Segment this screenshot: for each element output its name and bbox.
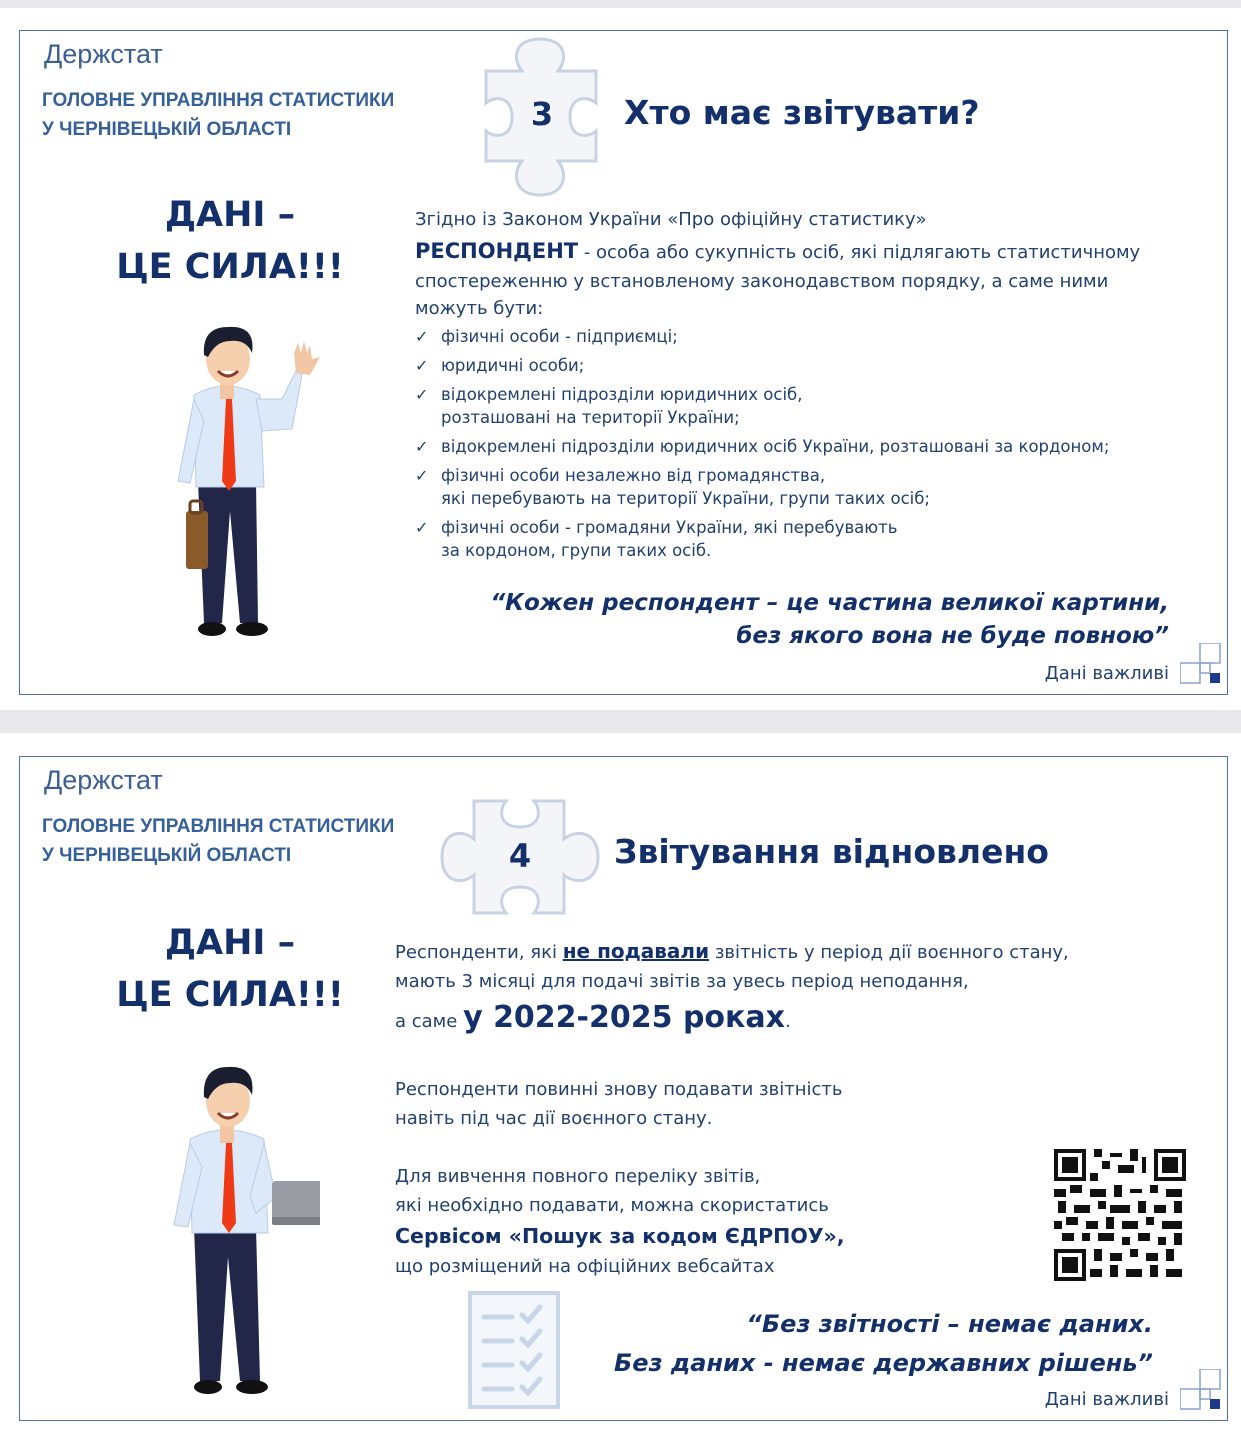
list-item-text: фізичні особи - підприємці; [441, 327, 678, 346]
respondent-list [415, 325, 1109, 568]
grid-corner-icon [1180, 643, 1222, 685]
org-line-2: У ЧЕРНІВЕЦЬКІЙ ОБЛАСТІ [42, 845, 292, 866]
respondent-def-3: можуть бути: [415, 298, 544, 319]
checklist-icon [468, 1291, 560, 1409]
slogan-line-2: ЦЕ СИЛА!!! [116, 975, 344, 1015]
quote [614, 1305, 1153, 1383]
paragraph-years [395, 1000, 791, 1036]
organization-name [42, 812, 394, 870]
p1-text-e: а саме [395, 1011, 464, 1032]
list-item-text: юридичні особи; [441, 356, 585, 375]
respondent-definition [415, 237, 1205, 325]
list-item-text-2: які перебувають на території України, групи таких осіб; [441, 489, 930, 508]
qr-code-icon[interactable] [1054, 1149, 1186, 1281]
p3-line-4: що розміщений на офіційних вебсайтах [395, 1256, 775, 1277]
paragraph-service [395, 1162, 845, 1281]
slogan [110, 917, 350, 1021]
derzhstat-logo: Держстат [44, 765, 163, 795]
list-item-text: відокремлені підрозділи юридичних осіб України, розташовані за кордоном; [441, 437, 1110, 456]
checkmark-icon: ✓ [415, 437, 429, 456]
slogan-line-1: ДАНІ – [164, 923, 296, 963]
businessman-waving-illustration [160, 311, 320, 641]
slogan-line-1: ДАНІ – [164, 195, 296, 235]
paragraph-deadline [395, 937, 1155, 996]
p1-text-g: . [785, 1011, 791, 1032]
list-item-text-2: за кордоном, групи таких осіб. [441, 541, 712, 560]
footer-text: Дані важливі [1044, 663, 1169, 684]
org-line-1: ГОЛОВНЕ УПРАВЛІННЯ СТАТИСТИКИ [42, 90, 395, 111]
checkmark-icon: ✓ [415, 356, 429, 375]
respondent-def-2: спостереженню у встановленому законодавством порядку, а саме ними [415, 271, 1109, 292]
slide-title: Звітування відновлено [614, 832, 1049, 871]
slide-reporting-resumed [0, 733, 1241, 1441]
paragraph-martial-law [395, 1075, 842, 1133]
quote [490, 587, 1169, 653]
slide-title: Хто має звітувати? [624, 93, 980, 132]
derzhstat-logo: Держстат [44, 39, 163, 69]
grid-corner-icon [1180, 1369, 1222, 1411]
puzzle-number: 3 [530, 95, 554, 133]
list-item-text: фізичні особи незалежно від громадянства, [441, 466, 826, 485]
list-item [415, 516, 1109, 562]
list-item [415, 325, 1109, 348]
edrpou-service-name: Сервісом «Пошук за кодом ЄДРПОУ», [395, 1224, 845, 1248]
org-line-2: У ЧЕРНІВЕЦЬКІЙ ОБЛАСТІ [42, 119, 292, 140]
list-item [415, 435, 1109, 458]
org-line-1: ГОЛОВНЕ УПРАВЛІННЯ СТАТИСТИКИ [42, 816, 395, 837]
slide-frame [19, 756, 1228, 1421]
quote-line-2: без якого вона не буде повною” [736, 623, 1169, 649]
respondent-def-1: - особа або сукупність осіб, які підлягають статистичному [578, 242, 1141, 263]
list-item-text-2: розташовані на території України; [441, 408, 740, 427]
p1-text-a: Респонденти, які [395, 942, 563, 963]
list-item [415, 354, 1109, 377]
law-reference: Згідно із Законом України «Про офіційну статистику» [415, 209, 927, 230]
p2-line-1: Респонденти повинні знову подавати звітність [395, 1079, 843, 1100]
checkmark-icon: ✓ [415, 518, 429, 537]
years-emphasis: у 2022-2025 роках [463, 1000, 785, 1035]
checkmark-icon: ✓ [415, 466, 429, 485]
businessman-laptop-illustration [160, 1047, 320, 1397]
checkmark-icon: ✓ [415, 385, 429, 404]
respondent-term: РЕСПОНДЕНТ [415, 239, 579, 263]
checkmark-icon: ✓ [415, 327, 429, 346]
list-item [415, 383, 1109, 429]
slide-frame [19, 30, 1228, 695]
list-item-text: відокремлені підрозділи юридичних осіб, [441, 385, 803, 404]
quote-line-2: Без даних - немає державних рішень” [614, 1349, 1153, 1377]
slide-who-reports [0, 8, 1241, 710]
p1-text-d: мають 3 місяці для подачі звітів за увесь період неподання, [395, 971, 969, 992]
p2-line-2: навіть під час дії воєнного стану. [395, 1108, 713, 1129]
p3-line-2: які необхідно подавати, можна скористатись [395, 1195, 829, 1216]
not-submitted-emphasis: не подавали [562, 939, 710, 963]
list-item-text: фізичні особи - громадяни України, які перебувають [441, 518, 898, 537]
slogan [110, 189, 350, 293]
quote-line-1: “Без звітності – немає даних. [746, 1310, 1153, 1338]
p1-text-c: звітність у період дії воєнного стану, [709, 942, 1069, 963]
footer-text: Дані важливі [1044, 1389, 1169, 1410]
p3-line-1: Для вивчення повного переліку звітів, [395, 1166, 761, 1187]
quote-line-1: “Кожен респондент – це частина великої картини, [490, 590, 1169, 616]
puzzle-number: 4 [508, 837, 532, 875]
slogan-line-2: ЦЕ СИЛА!!! [116, 247, 344, 287]
list-item [415, 464, 1109, 510]
organization-name [42, 86, 394, 144]
